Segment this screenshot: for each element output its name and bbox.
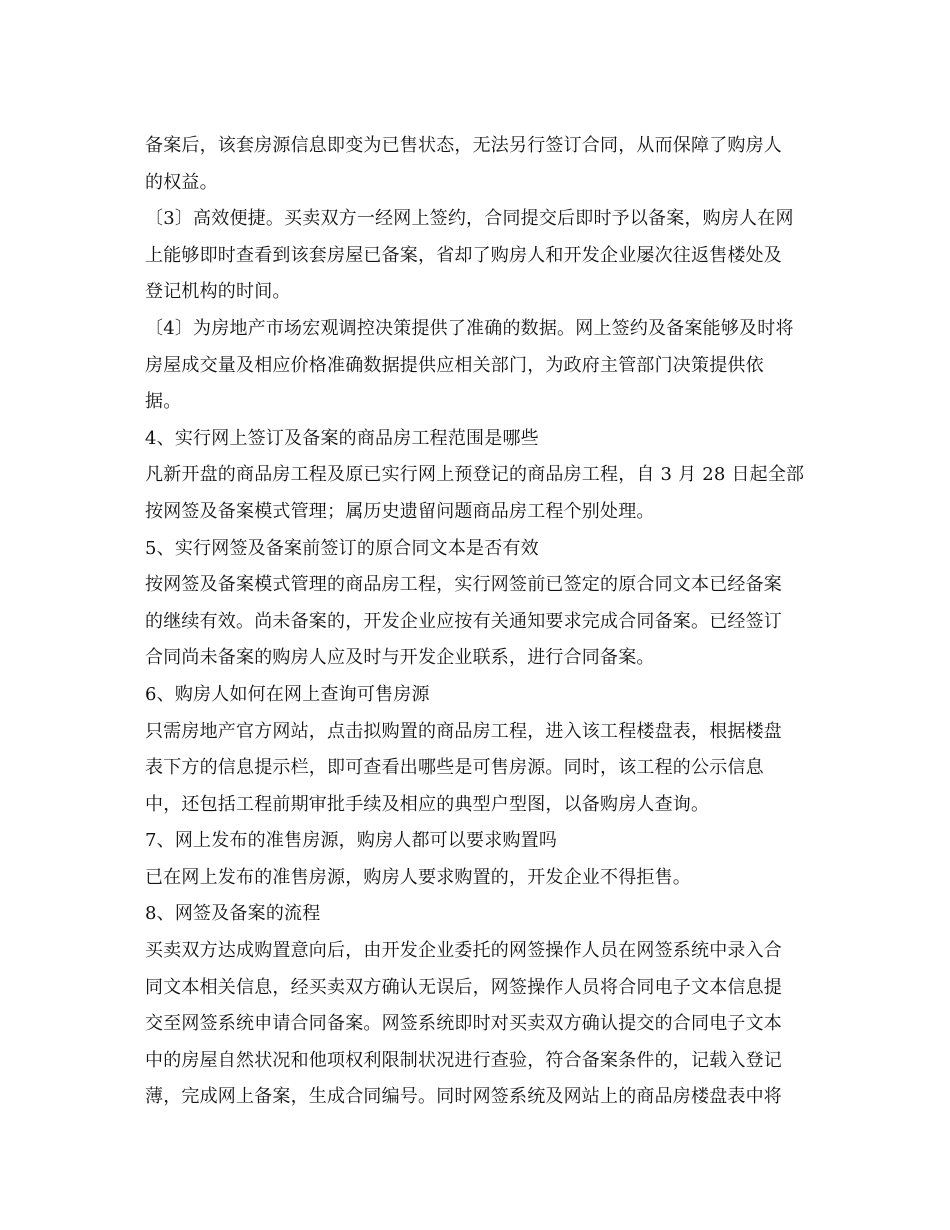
text-line: 据。 xyxy=(145,391,182,413)
section-heading: 7、网上发布的准售房源，购房人都可以要求购置吗 xyxy=(145,830,558,852)
text-line: 薄，完成网上备案，生成合同编号。同时网签系统及网站上的商品房楼盘表中将 xyxy=(145,1086,782,1108)
text-line: 中的房屋自然状况和他项权利限制状况进行查验，符合备案条件的，记载入登记 xyxy=(145,1049,782,1071)
section-heading: 8、网签及备案的流程 xyxy=(145,903,321,925)
text-line: 同文本相关信息，经买卖双方确认无误后，网签操作人员将合同电子文本信息提 xyxy=(145,976,782,998)
text-line: 的权益。 xyxy=(145,171,218,193)
text-line: 交至网签系统申请合同备案。网签系统即时对买卖双方确认提交的合同电子文本 xyxy=(145,1013,782,1035)
text-line: 房屋成交量及相应价格准确数据提供应相关部门，为政府主管部门决策提供依 xyxy=(145,354,764,376)
section-heading: 6、购房人如何在网上查询可售房源 xyxy=(145,683,430,705)
text-line: 只需房地产官方网站，点击拟购置的商品房工程，进入该工程楼盘表，根据楼盘 xyxy=(145,720,782,742)
document-body xyxy=(145,128,815,1116)
text-line: 凡新开盘的商品房工程及原已实行网上预登记的商品房工程，自 3 月 28 日起全部 xyxy=(145,464,805,486)
text-line: 〔3〕高效便捷。买卖双方一经网上签约，合同提交后即时予以备案，购房人在网 xyxy=(145,208,794,230)
text-line: 中，还包括工程前期审批手续及相应的典型户型图，以备购房人查询。 xyxy=(145,793,710,815)
text-line: 的继续有效。尚未备案的，开发企业应按有关通知要求完成合同备案。已经签订 xyxy=(145,610,782,632)
section-heading: 5、实行网签及备案前签订的原合同文本是否有效 xyxy=(145,537,539,559)
text-line: 按网签及备案模式管理；属历史遗留问题商品房工程个别处理。 xyxy=(145,500,655,522)
text-line: 登记机构的时间。 xyxy=(145,281,291,303)
text-line: 备案后，该套房源信息即变为已售状态，无法另行签订合同，从而保障了购房人 xyxy=(145,135,782,156)
section-heading: 4、实行网上签订及备案的商品房工程范围是哪些 xyxy=(145,427,539,449)
text-line: 已在网上发布的准售房源，购房人要求购置的，开发企业不得拒售。 xyxy=(145,866,691,888)
text-line: 合同尚未备案的购房人应及时与开发企业联系，进行合同备案。 xyxy=(145,647,655,669)
text-line: 上能够即时查看到该套房屋已备案，省却了购房人和开发企业屡次往返售楼处及 xyxy=(145,244,782,266)
text-line: 表下方的信息提示栏，即可查看出哪些是可售房源。同时，该工程的公示信息 xyxy=(145,757,764,779)
text-line: 〔4〕为房地产市场宏观调控决策提供了准确的数据。网上签约及备案能够及时将 xyxy=(145,317,794,339)
text-line: 按网签及备案模式管理的商品房工程，实行网签前已签定的原合同文本已经备案 xyxy=(145,574,782,596)
text-line: 买卖双方达成购置意向后，由开发企业委托的网签操作人员在网签系统中录入合 xyxy=(145,940,782,962)
